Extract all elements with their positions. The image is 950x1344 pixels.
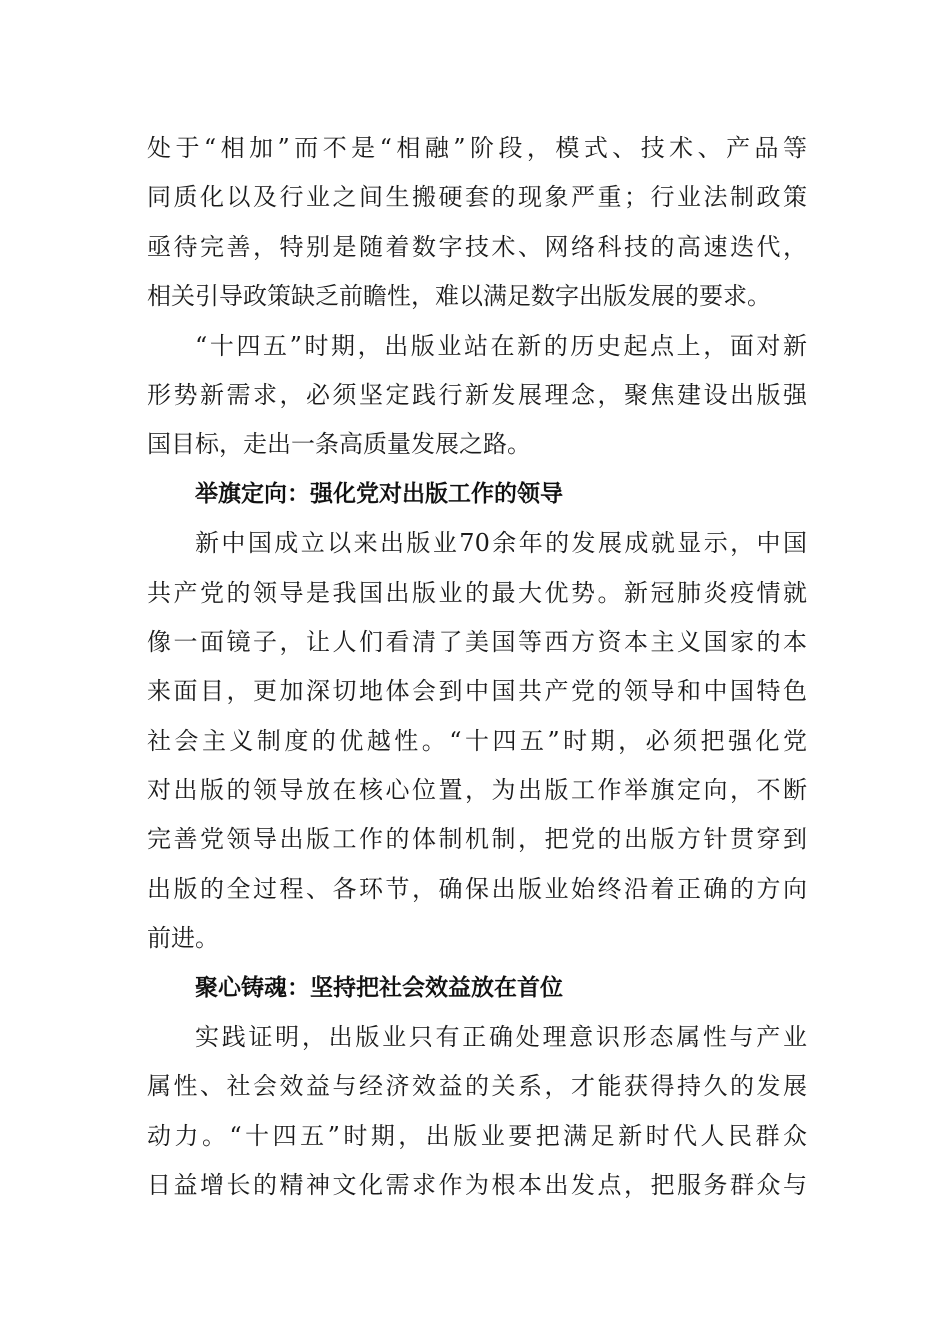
text-line: 日益增长的精神文化需求作为根本出发点，把服务群众与 [147, 1171, 807, 1200]
section-party-leadership [147, 470, 807, 964]
text-line: 共产党的领导是我国出版业的最大优势。新冠肺炎疫情就 [147, 578, 807, 607]
text-line: 前进。 [147, 924, 219, 953]
section-heading: 聚心铸魂：坚持把社会效益放在首位 [195, 974, 563, 1001]
paragraph-continuation [147, 124, 807, 322]
section-social-benefit [147, 964, 807, 1211]
text-line: 动力。“十四五”时期，出版业要把满足新时代人民群众 [147, 1121, 807, 1150]
text-line: 完善党领导出版工作的体制机制，把党的出版方针贯穿到 [147, 825, 807, 854]
text-line: 亟待完善，特别是随着数字技术、网络科技的高速迭代， [147, 232, 807, 261]
text-line: “十四五”时期，出版业站在新的历史起点上，面对新 [195, 331, 807, 360]
text-line: 国目标，走出一条高质量发展之路。 [147, 430, 531, 459]
text-line: 实践证明，出版业只有正确处理意识形态属性与产业 [195, 1023, 807, 1052]
text-line: 社会主义制度的优越性。“十四五”时期，必须把强化党 [147, 726, 807, 755]
document-body [147, 124, 807, 1211]
text-line: 属性、社会效益与经济效益的关系，才能获得持久的发展 [147, 1072, 807, 1101]
text-line: 来面目，更加深切地体会到中国共产党的领导和中国特色 [147, 677, 807, 706]
paragraph-shisiwu-period [147, 322, 807, 470]
text-line: 像一面镜子，让人们看清了美国等西方资本主义国家的本 [147, 627, 807, 656]
text-line: 新中国成立以来出版业70余年的发展成就显示，中国 [195, 529, 807, 558]
text-line: 出版的全过程、各环节，确保出版业始终沿着正确的方向 [147, 874, 807, 903]
text-line: 对出版的领导放在核心位置，为出版工作举旗定向，不断 [147, 776, 807, 805]
text-line: 处于“相加”而不是“相融”阶段，模式、技术、产品等 [147, 134, 807, 162]
section-heading: 举旗定向：强化党对出版工作的领导 [195, 480, 563, 507]
text-line: 形势新需求，必须坚定践行新发展理念，聚焦建设出版强 [147, 380, 807, 409]
text-line: 相关引导政策缺乏前瞻性，难以满足数字出版发展的要求。 [147, 282, 771, 311]
text-line: 同质化以及行业之间生搬硬套的现象严重；行业法制政策 [147, 183, 807, 212]
